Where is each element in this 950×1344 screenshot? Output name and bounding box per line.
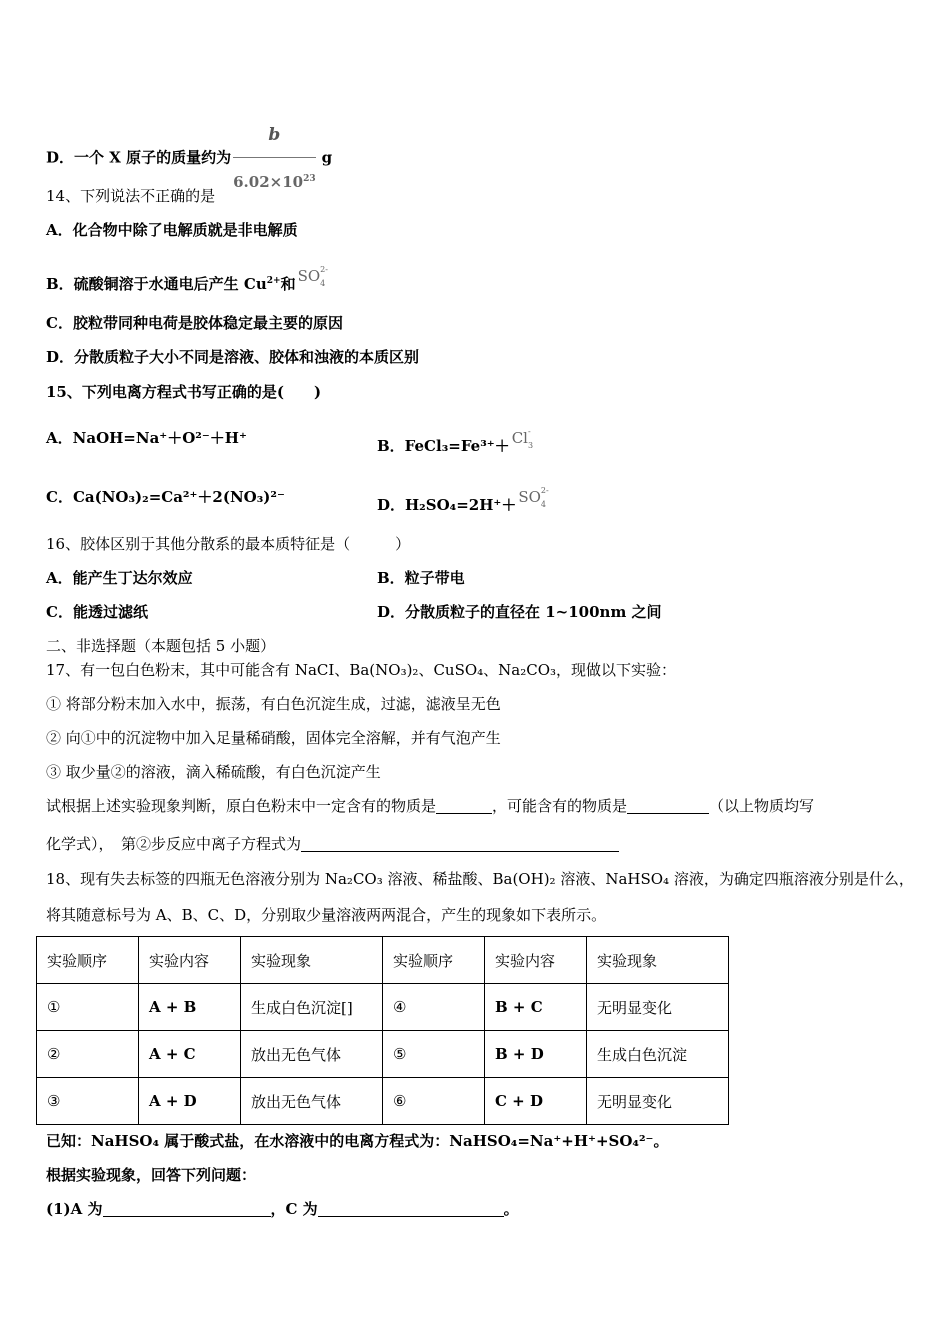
q17-question-line1 <box>46 796 814 816</box>
table-cell: ⑥ <box>383 1078 485 1125</box>
q17-answer-blank-2[interactable] <box>627 798 709 814</box>
cu-charge: 2+ <box>266 276 281 286</box>
q14-option-b-and: 和 <box>280 275 296 293</box>
table-row <box>37 1078 729 1125</box>
table-cell: C + D <box>485 1078 587 1125</box>
table-header-cell: 实验内容 <box>485 937 587 984</box>
table-row <box>37 1031 729 1078</box>
q17-step-2: ② 向①中的沉淀物中加入足量稀硝酸，固体完全溶解，并有气泡产生 <box>46 729 501 747</box>
chloride-ion-subscript: 3 <box>527 441 534 450</box>
table-cell: 生成白色沉淀 <box>587 1031 729 1078</box>
q15-option-a: A．NaOH=Na⁺＋O²⁻＋H⁺ <box>46 429 247 447</box>
q17-question-part3: （以上物质均写 <box>709 797 815 815</box>
q18-instruction: 根据实验现象，回答下列问题： <box>46 1166 257 1184</box>
q15-option-d <box>377 486 549 515</box>
table-cell: A + C <box>139 1031 241 1078</box>
q14-option-b <box>46 265 328 294</box>
q14-option-a: A．化合物中除了电解质就是非电解质 <box>46 221 298 239</box>
q17-question-part2: ，可能含有的物质是 <box>492 797 628 815</box>
table-cell: B + D <box>485 1031 587 1078</box>
table-cell: ③ <box>37 1078 139 1125</box>
table-cell: 放出无色气体 <box>241 1031 383 1078</box>
sulfate-ion <box>297 265 328 288</box>
chloride-ion <box>511 427 534 450</box>
q18-answer-c-label: ，C 为 <box>270 1200 318 1218</box>
q18-stem-line2: 将其随意标号为 A、B、C、D，分别取少量溶液两两混合，产生的现象如下表所示。 <box>46 906 607 924</box>
q18-answer-a-blank[interactable] <box>103 1201 271 1217</box>
sulfate-ion-symbol: SO <box>297 267 321 285</box>
table-row <box>37 984 729 1031</box>
q18-answer-c-blank[interactable] <box>318 1201 504 1217</box>
sulfate-ion-charge: 2- <box>320 265 328 274</box>
table-cell: A + B <box>139 984 241 1031</box>
q17-stem: 17、有一包白色粉末，其中可能含有 NaCI、Ba(NO₃)₂、CuSO₄、Na₂CO₃，现做以下实验： <box>46 661 677 679</box>
chloride-ion-symbol: Cl <box>511 429 528 447</box>
table-header-cell: 实验顺序 <box>383 937 485 984</box>
q15-stem <box>46 382 321 402</box>
q14-stem: 14、下列说法不正确的是 <box>46 187 216 205</box>
table-cell: 生成白色沉淀[] <box>241 984 383 1031</box>
mass-unit: g <box>321 148 333 167</box>
q13-option-d-text: D．一个 X 原子的质量约为 <box>46 148 232 167</box>
table-cell: ① <box>37 984 139 1031</box>
experiment-table <box>36 936 729 1125</box>
table-header-row <box>37 937 729 984</box>
q17-question-part1: 试根据上述实验现象判断，原白色粉末中一定含有的物质是 <box>46 797 437 815</box>
q16-option-c: C．能透过滤纸 <box>46 603 148 621</box>
q15-stem-text: 15、下列电离方程式书写正确的是( ) <box>46 383 322 401</box>
q15-option-b-text: B．FeCl₃=Fe³⁺＋ <box>377 437 510 455</box>
q15-option-b <box>377 427 534 456</box>
q15-option-c: C．Ca(NO₃)₂=Ca²⁺＋2(NO₃)²⁻ <box>46 488 285 506</box>
table-header-cell: 实验现象 <box>587 937 729 984</box>
q18-answer-end: 。 <box>503 1200 519 1218</box>
q18-answer-line <box>46 1199 519 1219</box>
q16-option-b: B．粒子带电 <box>377 569 465 587</box>
table-cell: ② <box>37 1031 139 1078</box>
section-2-heading: 二、非选择题（本题包括 5 小题） <box>46 637 276 655</box>
q17-step-1: ① 将部分粉末加入水中，振荡，有白色沉淀生成，过滤，滤液呈无色 <box>46 695 501 713</box>
table-header-cell: 实验顺序 <box>37 937 139 984</box>
table-cell: ④ <box>383 984 485 1031</box>
q17-answer-blank-1[interactable] <box>436 798 492 814</box>
q14-option-c: C．胶粒带同种电荷是胶体稳定最主要的原因 <box>46 314 343 332</box>
q17-question-part4: 化学式）， 第②步反应中离子方程式为 <box>46 835 302 853</box>
q18-known: 已知：NaHSO₄ 属于酸式盐，在水溶液中的电离方程式为：NaHSO₄=Na⁺+H⁺+SO₄²⁻。 <box>46 1132 669 1150</box>
q15-option-d-text: D．H₂SO₄=2H⁺＋ <box>377 496 517 514</box>
table-cell: ⑤ <box>383 1031 485 1078</box>
table-cell: A + D <box>139 1078 241 1125</box>
sulfate-ion-d-subscript: 4 <box>540 500 546 509</box>
fraction-denominator-base: 6.02×10 <box>233 173 304 191</box>
mass-fraction <box>233 115 316 202</box>
fraction-numerator: b <box>233 115 316 158</box>
table-cell: 放出无色气体 <box>241 1078 383 1125</box>
table-cell: B + C <box>485 984 587 1031</box>
fraction-exponent: 23 <box>303 174 316 184</box>
q16-stem: 16、胶体区别于其他分散系的最本质特征是（ ） <box>46 535 411 553</box>
sulfate-ion-d-symbol: SO <box>518 488 541 506</box>
q17-step-3: ③ 取少量②的溶液，滴入稀硫酸，有白色沉淀产生 <box>46 763 381 781</box>
sulfate-ion-d-charge: 2- <box>540 486 549 495</box>
sulfate-ion-d <box>518 486 549 509</box>
q14-option-d: D．分散质粒子大小不同是溶液、胶体和浊液的本质区别 <box>46 348 420 366</box>
table-cell: 无明显变化 <box>587 1078 729 1125</box>
chloride-ion-charge: - <box>527 427 531 436</box>
q17-answer-blank-3[interactable] <box>301 836 619 852</box>
sulfate-ion-subscript: 4 <box>320 279 326 288</box>
q17-question-line2 <box>46 834 619 854</box>
q14-option-b-text: B．硫酸铜溶于水通电后产生 Cu <box>46 275 267 293</box>
q18-stem-line1: 18、现有失去标签的四瓶无色溶液分别为 Na₂CO₃ 溶液、稀盐酸、Ba(OH)₂ 溶液、NaHSO₄ 溶液，为确定四瓶溶液分别是什么， <box>46 870 914 888</box>
table-header-cell: 实验现象 <box>241 937 383 984</box>
table-header-cell: 实验内容 <box>139 937 241 984</box>
q16-option-d: D．分散质粒子的直径在 1~100nm 之间 <box>377 603 662 621</box>
fraction-denominator <box>233 158 316 202</box>
q16-option-a: A．能产生丁达尔效应 <box>46 569 193 587</box>
q18-answer-a-label: (1)A 为 <box>46 1200 103 1218</box>
table-cell: 无明显变化 <box>587 984 729 1031</box>
